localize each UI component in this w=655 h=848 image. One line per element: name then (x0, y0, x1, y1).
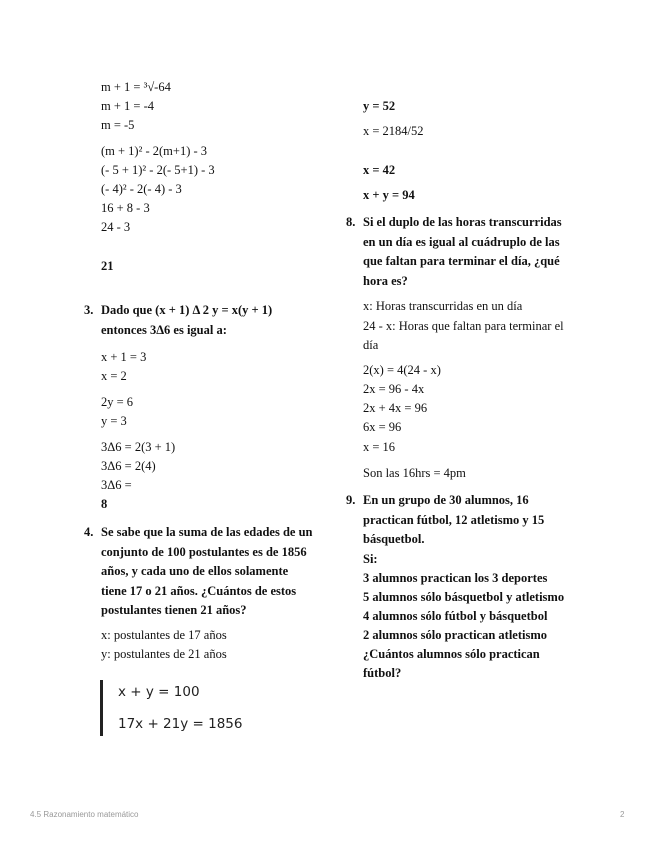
math-line: y = 52 (363, 99, 396, 113)
math-line: (m + 1)² - 2(m+1) - 3 (101, 144, 208, 158)
answer-value: 8 (101, 497, 108, 511)
answer-value: x + y = 94 (363, 188, 415, 202)
variable-definition: x: postulantes de 17 años (101, 628, 227, 642)
math-line: 3Δ6 = 2(3 + 1) (101, 440, 176, 454)
math-line: x = 16 (363, 440, 396, 454)
question-text: Se sabe que la suma de las edades de un conjunto de 100 postulantes es de 1856 años, y cada uno de ellos solamente tiene 17 o 21 años. ¿Cuántos de estos postulantes tienen 21 años? (101, 525, 313, 617)
math-line: x = 42 (363, 163, 396, 177)
math-line: (- 4)² - 2(- 4) - 3 (101, 182, 182, 196)
math-line: 2x = 96 - 4x (363, 382, 425, 396)
equation-line: x + y = 100 (118, 684, 200, 700)
math-line: y = 3 (101, 414, 127, 428)
question-number: 4. (84, 525, 94, 539)
math-line: 24 - 3 (101, 220, 131, 234)
math-line: m + 1 = ³√-64 (101, 80, 171, 94)
question-number: 3. (84, 303, 94, 317)
math-line: 2x + 4x = 96 (363, 401, 428, 415)
math-line: m = -5 (101, 118, 135, 132)
question-text-line: 5 alumnos sólo básquetbol y atletismo (363, 590, 565, 604)
math-line: (- 5 + 1)² - 2(- 5+1) - 3 (101, 163, 215, 177)
math-line: 6x = 96 (363, 420, 402, 434)
question-text-line: Si: (363, 552, 378, 566)
variable-definition: 24 - x: Horas que faltan para terminar el día (363, 319, 564, 352)
math-line: 3Δ6 = (101, 478, 132, 492)
question-text-line: ¿Cuántos alumnos sólo practican (363, 647, 540, 661)
answer-value: 21 (101, 259, 114, 273)
math-line: x + 1 = 3 (101, 350, 147, 364)
question-text-line: fútbol? (363, 666, 402, 680)
question-number: 8. (346, 215, 356, 229)
math-line: x = 2 (101, 369, 127, 383)
question-text: Dado que (x + 1) Δ 2 y = x(y + 1) entonces 3Δ6 es igual a: (101, 303, 273, 337)
question-text-line: 4 alumnos sólo fútbol y básquetbol (363, 609, 548, 623)
question-number: 9. (346, 493, 356, 507)
footer-page-number: 2 (620, 810, 625, 819)
math-line: 3Δ6 = 2(4) (101, 459, 156, 473)
math-line: x = 2184/52 (363, 124, 424, 138)
question-text-line: 3 alumnos practican los 3 deportes (363, 571, 548, 585)
question-text-line: 2 alumnos sólo practican atletismo (363, 628, 548, 642)
answer-value: Son las 16hrs = 4pm (363, 466, 466, 480)
variable-definition: y: postulantes de 21 años (101, 647, 227, 661)
equation-system (100, 680, 103, 736)
math-line: 16 + 8 - 3 (101, 201, 150, 215)
variable-definition: x: Horas transcurridas en un día (363, 299, 523, 313)
math-line: 2y = 6 (101, 395, 134, 409)
equation-line: 17x + 21y = 1856 (118, 716, 243, 732)
footer-section-title: 4.5 Razonamiento matemático (30, 810, 139, 819)
question-text: Si el duplo de las horas transcurridas en un día es igual al cuádruplo de las que faltan para terminar el día, ¿qué hora es? (363, 215, 562, 288)
math-line: 2(x) = 4(24 - x) (363, 363, 441, 377)
question-text: En un grupo de 30 alumnos, 16 practican fútbol, 12 atletismo y 15 básquetbol. (363, 493, 545, 546)
math-line: m + 1 = -4 (101, 99, 154, 113)
